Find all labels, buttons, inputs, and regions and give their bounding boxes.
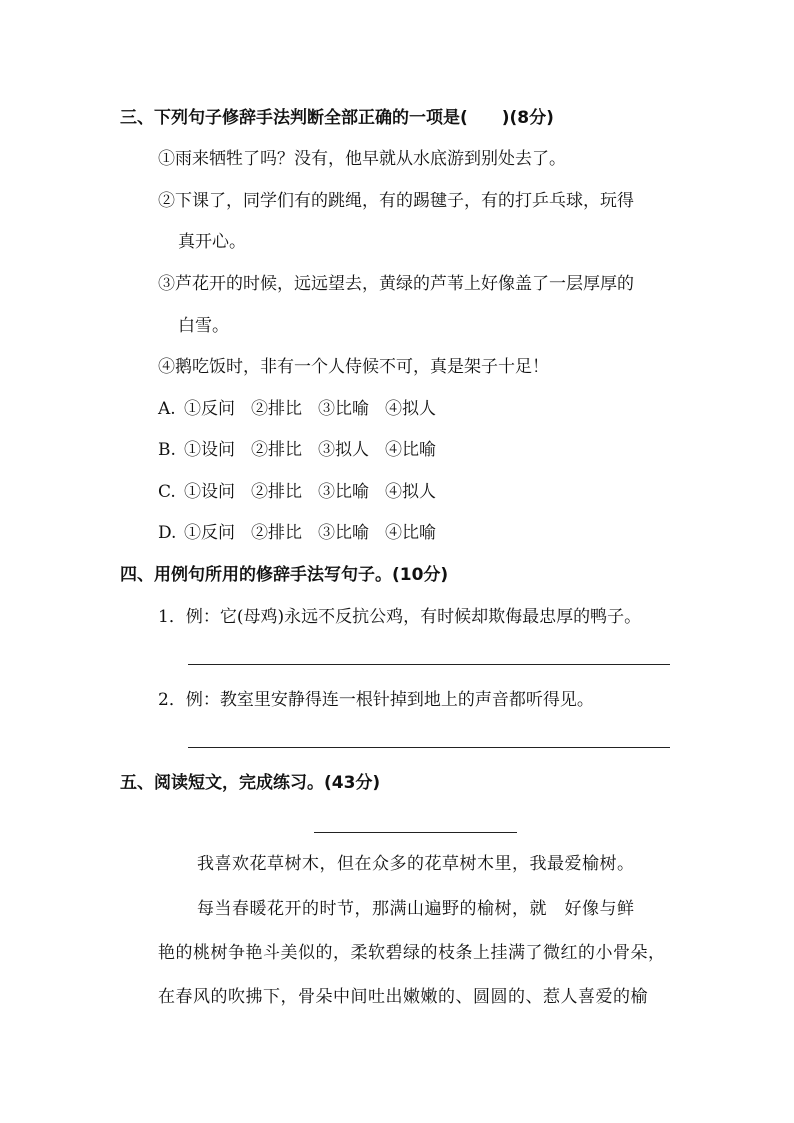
section4-title: 四、用例句所用的修辞手法写句子。(10分) xyxy=(120,565,449,585)
option-item: ③比喻 xyxy=(318,399,369,419)
option-a[interactable] xyxy=(158,398,452,420)
option-item: ①设问 xyxy=(184,482,235,502)
option-d[interactable] xyxy=(158,522,452,544)
option-b[interactable] xyxy=(158,439,452,461)
option-label: D. xyxy=(158,523,177,543)
option-item: ③比喻 xyxy=(318,482,369,502)
option-item: ②排比 xyxy=(251,440,302,460)
passage-line-2: 每当春暖花开的时节，那满山遍野的榆树，就 好像与鲜 xyxy=(197,899,635,919)
option-item: ④拟人 xyxy=(385,399,436,419)
section3-title: 三、下列句子修辞手法判断全部正确的一项是( )(8分) xyxy=(120,108,554,128)
sentence-2: ②下课了，同学们有的跳绳，有的踢毽子，有的打乒乓球，玩得 xyxy=(158,191,634,211)
option-item: ②排比 xyxy=(251,523,302,543)
option-label: A. xyxy=(158,399,176,419)
option-item: ③比喻 xyxy=(318,523,369,543)
sentence-3-cont: 白雪。 xyxy=(178,316,229,336)
passage-line-1: 我喜欢花草树木，但在众多的花草树木里，我最爱榆树。 xyxy=(197,854,635,874)
option-label: C. xyxy=(158,482,176,502)
option-item: ②排比 xyxy=(251,399,302,419)
option-item: ④比喻 xyxy=(385,523,436,543)
sentence-4: ④鹅吃饭时，非有一个人侍候不可，真是架子十足！ xyxy=(158,357,549,377)
passage-line-4: 在春风的吹拂下，骨朵中间吐出嫩嫩的、圆圆的、惹人喜爱的榆 xyxy=(158,987,648,1007)
option-c[interactable] xyxy=(158,481,452,503)
sentence-1: ①雨来牺牲了吗？没有，他早就从水底游到别处去了。 xyxy=(158,149,566,169)
question-2: 2．例：教室里安静得连一根针掉到地上的声音都听得见。 xyxy=(158,690,594,710)
question-1: 1．例：它(母鸡)永远不反抗公鸡，有时候却欺侮最忠厚的鸭子。 xyxy=(158,607,642,627)
passage-title-blank[interactable] xyxy=(314,832,517,833)
answer-line-1[interactable] xyxy=(188,664,670,665)
option-item: ①设问 xyxy=(184,440,235,460)
option-item: ③拟人 xyxy=(318,440,369,460)
option-label: B. xyxy=(158,440,176,460)
option-item: ④拟人 xyxy=(385,482,436,502)
sentence-3: ③芦花开的时候，远远望去，黄绿的芦苇上好像盖了一层厚厚的 xyxy=(158,274,634,294)
sentence-2-cont: 真开心。 xyxy=(178,232,246,252)
option-item: ①反问 xyxy=(184,399,235,419)
option-item: ④比喻 xyxy=(385,440,436,460)
passage-line-3: 艳的桃树争艳斗美似的，柔软碧绿的枝条上挂满了微红的小骨朵， xyxy=(158,943,666,963)
section5-title: 五、阅读短文，完成练习。(43分) xyxy=(120,773,381,793)
option-item: ②排比 xyxy=(251,482,302,502)
option-item: ①反问 xyxy=(184,523,235,543)
answer-line-2[interactable] xyxy=(188,747,670,748)
